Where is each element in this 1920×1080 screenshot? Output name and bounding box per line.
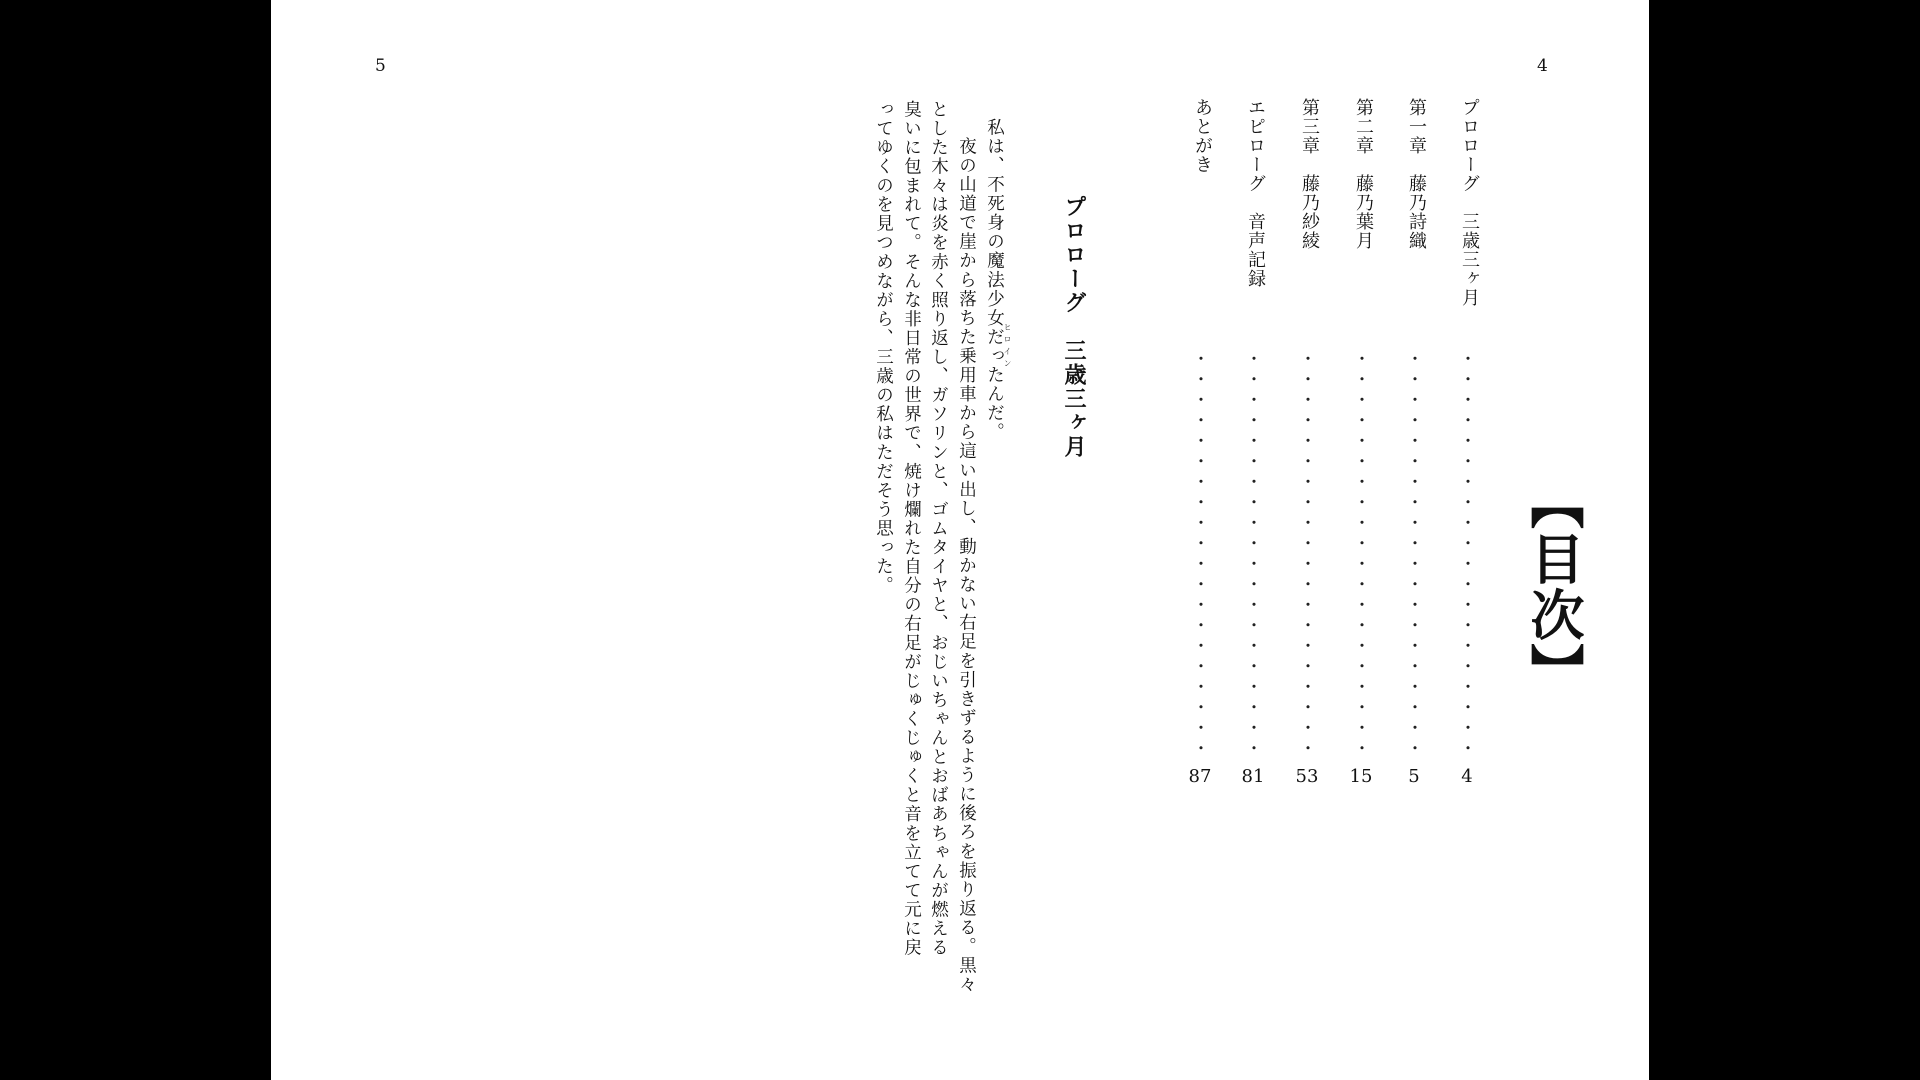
toc-entry[interactable] [1238, 98, 1268, 788]
toc-entry-page: 15 [1349, 766, 1373, 787]
toc-entry-page: 53 [1295, 766, 1319, 787]
body-text-line: とした木々は炎を赤く照り返し、ガソリンと、ゴムタイヤと、おじいちゃんとおばあちゃんが燃える [928, 100, 949, 958]
toc-heading: 【目次】 [1522, 475, 1585, 699]
page-number-left: 5 [375, 56, 386, 76]
toc-leader-dots [1199, 348, 1203, 758]
book-spread [271, 0, 1649, 1080]
toc-entry[interactable] [1346, 98, 1376, 788]
toc-entry[interactable] [1185, 98, 1215, 788]
toc-leader-dots [1413, 348, 1417, 758]
body-text-line: 臭いに包まれて。そんな非日常の世界で、焼け爛れた自分の右足がじゅくじゅくと音を立てて元に戻 [901, 100, 922, 958]
toc-leader-dots [1306, 348, 1310, 758]
toc-entry-title: エピローグ 音声記録 [1245, 98, 1266, 288]
toc-entry-title: 第一章 藤乃詩織 [1406, 98, 1427, 250]
toc-entry[interactable] [1452, 98, 1482, 788]
toc-entry[interactable] [1399, 98, 1429, 788]
toc-entry-title: あとがき [1192, 98, 1213, 174]
body-text-line: 私は、不死身の魔法少女だったんだ。 [984, 118, 1005, 442]
body-text-line: 夜の山道で崖から落ちた乗用車から這い出し、動かない右足を引きずるように後ろを振り返る。黒々 [956, 118, 977, 995]
body-text-line: ってゆくのを見つめながら、三歳の私はただそう思った。 [873, 100, 894, 596]
toc-entry-title: プロローグ 三歳三ヶ月 [1459, 98, 1480, 307]
toc-entry-title: 第三章 藤乃紗綾 [1299, 98, 1320, 250]
toc-entry-page: 87 [1188, 766, 1212, 787]
toc-entry-title: 第二章 藤乃葉月 [1353, 98, 1374, 250]
toc-entry-page: 81 [1241, 766, 1265, 787]
toc-entry-page: 5 [1408, 766, 1420, 787]
chapter-title: プロローグ 三歳三ヶ月 [1061, 195, 1086, 459]
toc-leader-dots [1252, 348, 1256, 758]
toc-entry-page: 4 [1461, 766, 1473, 787]
page-number-right: 4 [1537, 56, 1548, 76]
toc-entry[interactable] [1292, 98, 1322, 788]
toc-leader-dots [1466, 348, 1470, 758]
ruby-annotation: ヒロイン [1003, 323, 1012, 371]
toc-leader-dots [1360, 348, 1364, 758]
